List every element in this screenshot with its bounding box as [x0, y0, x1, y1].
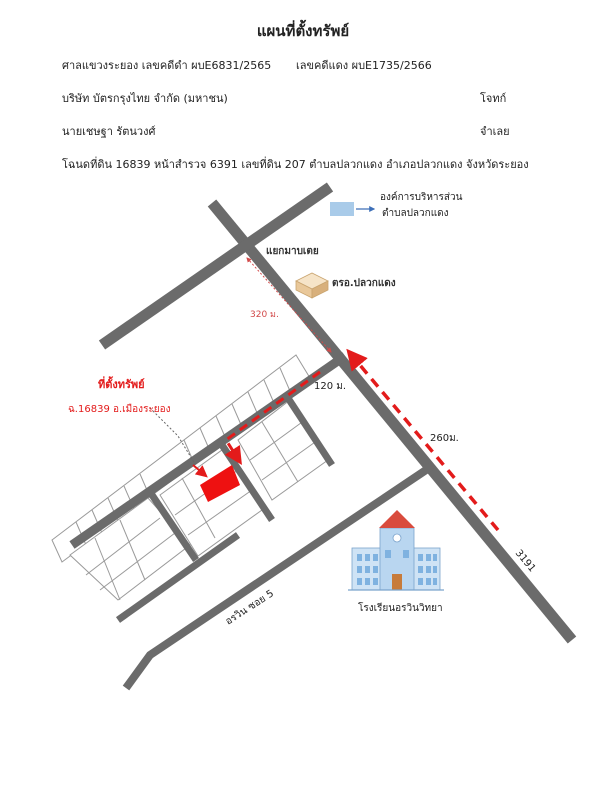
- distance-120-label: 120 ม.: [314, 381, 347, 392]
- plaintiff-name: บริษัท บัตรกรุงไทย จำกัด (มหาชน): [62, 92, 228, 105]
- legend-label-line1: องค์การบริหารส่วน: [380, 192, 463, 203]
- defendant-role: จำเลย: [480, 125, 510, 138]
- distance-320-label: 320 ม.: [250, 310, 279, 320]
- road-3191-label: 3191: [512, 547, 538, 575]
- school-label: โรงเรียนอรวินวิทยา: [358, 603, 443, 614]
- deed-number-label: ฉ.16839 อ.เมืองระยอง: [68, 404, 171, 415]
- page-title: แผนที่ตั้งทรัพย์: [256, 22, 350, 40]
- distance-260-label: 260ม.: [430, 433, 459, 444]
- legend-label-line2: ตำบลปลวกแดง: [382, 208, 449, 219]
- court-black-case: ศาลแขวงระยอง เลขคดีดำ ผบE6831/2565: [62, 59, 272, 72]
- legend-swatch: [330, 202, 354, 216]
- tambon-office-label: ตรอ.ปลวกแดง: [332, 278, 396, 289]
- property-label: ที่ตั้งทรัพย์: [98, 378, 145, 391]
- defendant-name: นายเชษฐา รัตนวงศ์: [62, 125, 156, 138]
- red-case-number: เลขคดีแดง ผบE1735/2566: [296, 59, 432, 72]
- soi-5-label: อรวิน ซอย 5: [223, 588, 276, 628]
- junction-label: แยกมาบเตย: [266, 246, 319, 257]
- plaintiff-role: โจทก์: [480, 92, 507, 105]
- deed-info: โฉนดที่ดิน 16839 หน้าสำรวจ 6391 เลขที่ดิน 207 ตำบลปลวกแดง อำเภอปลวกแดง จังหวัดระยอง: [62, 158, 529, 171]
- tambon-office-icon: [296, 273, 328, 298]
- school-building-icon: [348, 510, 444, 590]
- roads: [72, 187, 572, 688]
